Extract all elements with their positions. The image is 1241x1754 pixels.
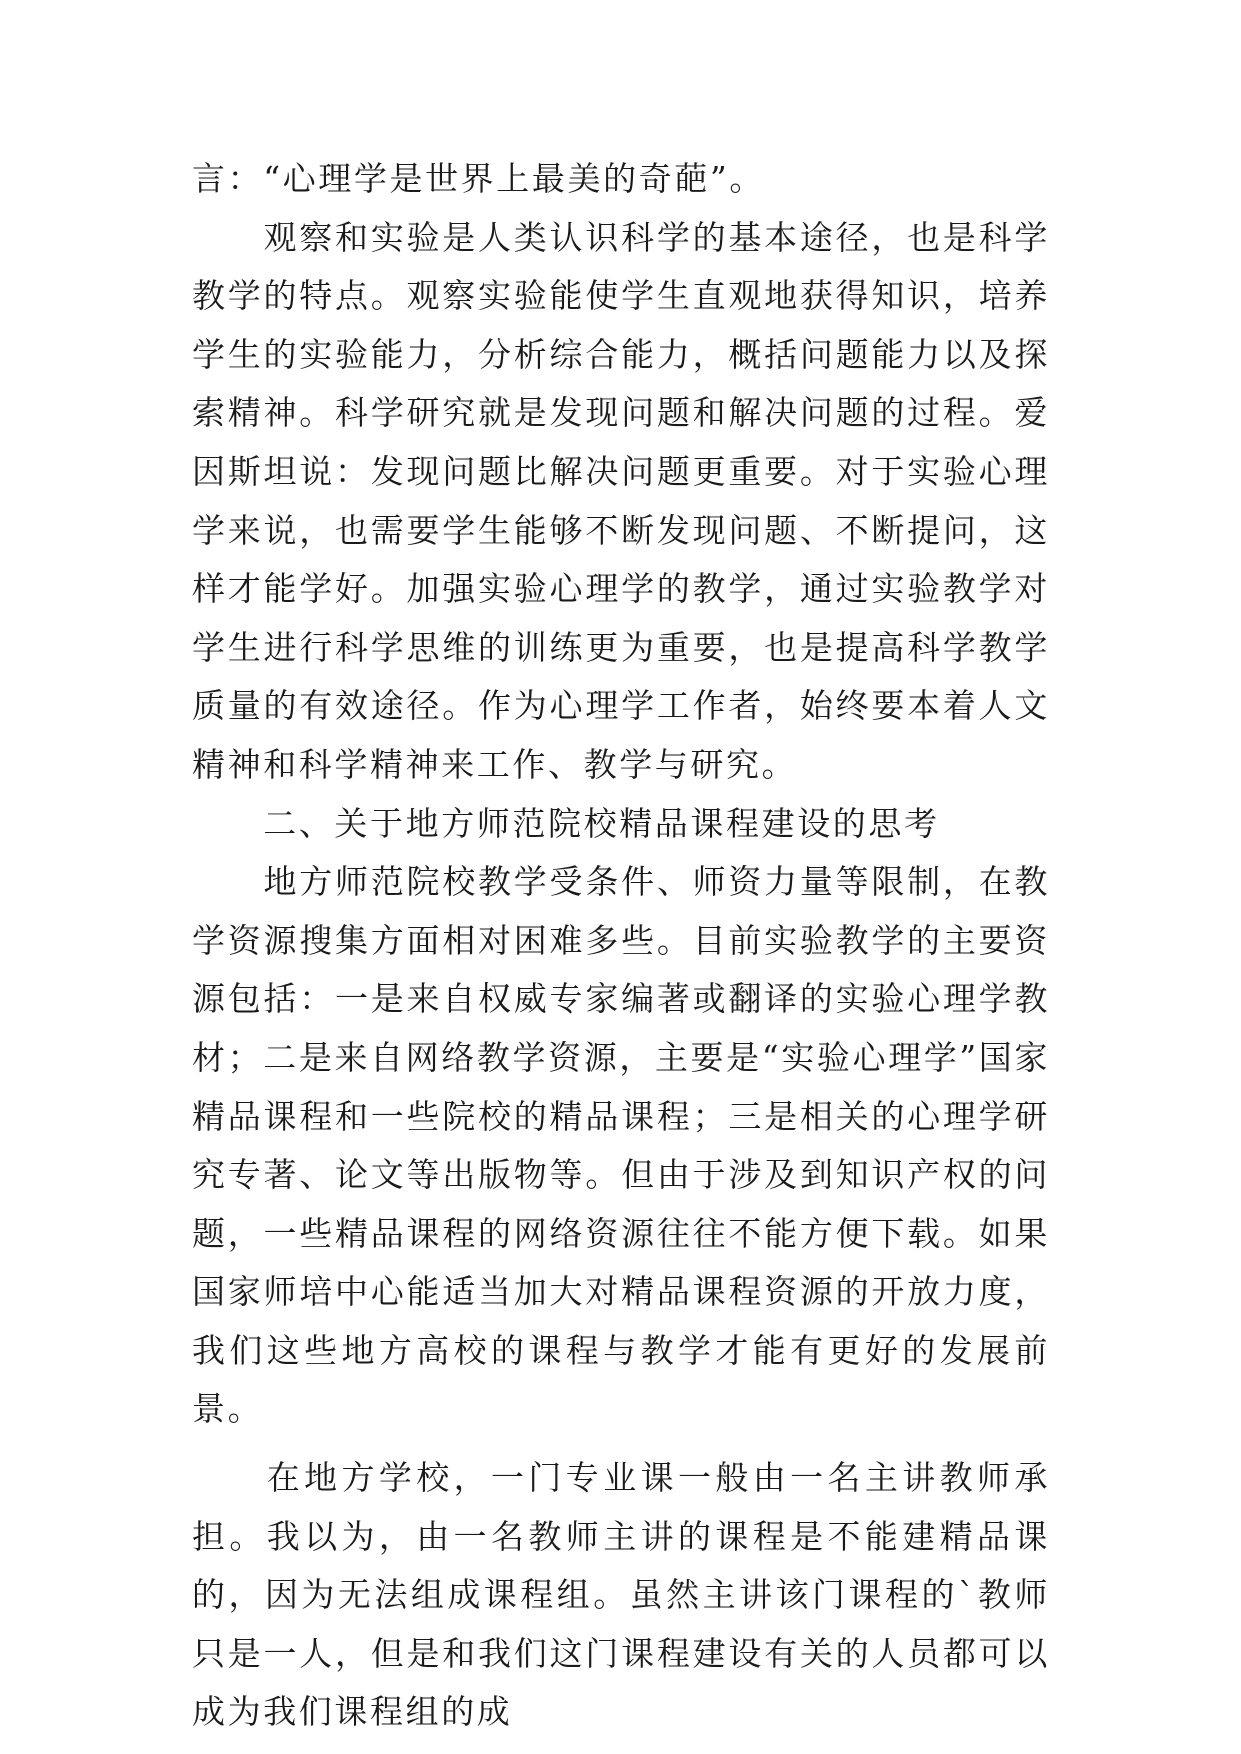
paragraph-continuation: 言：“心理学是世界上最美的奇葩”。 <box>192 159 765 198</box>
paragraph-course-team: 在地方学校，一门专业课一般由一名主讲教师承担。我以为，由一名教师主讲的课程是不能建精品课的，因为无法组成课程组。虽然主讲该门课程的`教师只是一人，但是和我们这门课程建设有关的人员都可以成为我们课程组的成 <box>192 1458 1050 1732</box>
paragraph-observation-experiment: 观察和实验是人类认识科学的基本途径，也是科学教学的特点。观察实验能使学生直观地获得知识，培养学生的实验能力，分析综合能力，概括问题能力以及探索精神。科学研究就是发现问题和解决问题的过程。爱因斯坦说：发现问题比解决问题更重要。对于实验心理学来说，也需要学生能够不断发现问题、不断提问，这样才能学好。加强实验心理学的教学，通过实验教学对学生进行科学思维的训练更为重要，也是提高科学教学质量的有效途径。作为心理学工作者，始终要本着人文精神和科学精神来工作、教学与研究。 <box>192 217 1050 784</box>
section-heading: 二、关于地方师范院校精品课程建设的思考 <box>192 803 940 843</box>
document-page <box>192 150 1050 1742</box>
paragraph-teaching-resources: 地方师范院校教学受条件、师资力量等限制，在教学资源搜集方面相对困难多些。目前实验教学的主要资源包括：一是来自权威专家编著或翻译的实验心理学教材；二是来自网络教学资源，主要是“实验心理学”国家精品课程和一些院校的精品课程；三是相关的心理学研究专著、论文等出版物等。但由于涉及到知识产权的问题，一些精品课程的网络资源往往不能方便下载。如果国家师培中心能适当加大对精品课程资源的开放力度，我们这些地方高校的课程与教学才能有更好的发展前景。 <box>192 862 1050 1429</box>
